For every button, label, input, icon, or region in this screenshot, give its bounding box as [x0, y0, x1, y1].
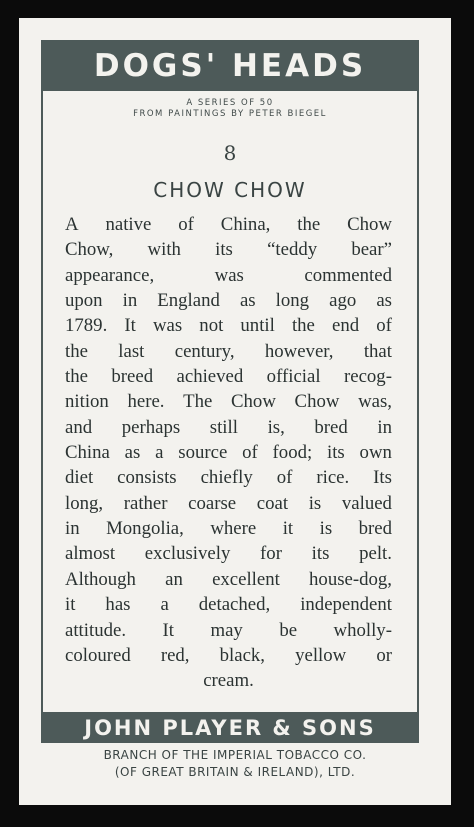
word: may	[210, 619, 243, 641]
word: valued	[341, 492, 392, 514]
word: was	[214, 264, 244, 286]
word: upon	[65, 290, 103, 312]
description-line	[65, 364, 392, 389]
word: food;	[272, 442, 313, 464]
word: has	[105, 594, 131, 616]
word: it	[282, 518, 294, 540]
description-line	[65, 389, 392, 414]
footer-banner	[41, 712, 419, 743]
word: for	[260, 543, 282, 565]
word: not	[199, 315, 224, 337]
word: that	[363, 340, 392, 362]
word: of	[242, 442, 258, 464]
word: its	[311, 543, 330, 565]
word: as	[124, 442, 141, 464]
description-line	[65, 415, 392, 440]
word: bred	[314, 416, 348, 438]
word: house-dog,	[309, 568, 392, 590]
word: breed	[111, 366, 154, 388]
word: in	[65, 518, 80, 540]
series-title: DOGS' HEADS	[93, 47, 367, 84]
branch-line-2: (OF GREAT BRITAIN & IRELAND), LTD.	[114, 765, 356, 779]
word: excellent	[212, 568, 280, 590]
word: pelt.	[359, 543, 392, 565]
word: Chow	[231, 391, 276, 413]
word: in	[377, 416, 392, 438]
word: It	[124, 315, 136, 337]
word: be	[279, 619, 298, 641]
description-line	[65, 541, 392, 566]
word: rice.	[316, 467, 350, 489]
word: until	[240, 315, 275, 337]
word: attitude.	[65, 619, 127, 641]
word: ago	[329, 290, 357, 312]
description-line	[65, 567, 392, 592]
word: source	[178, 442, 228, 464]
word: was	[152, 315, 183, 337]
word: native	[105, 214, 152, 235]
word: A	[65, 214, 79, 235]
word: recog-	[343, 366, 392, 388]
description-line	[65, 339, 392, 364]
word: bred	[358, 518, 392, 540]
word: It	[162, 619, 174, 641]
word: Chow	[347, 214, 392, 235]
word: coarse	[188, 492, 237, 514]
word: with	[147, 239, 181, 261]
word: still	[209, 416, 238, 438]
word: China,	[220, 214, 271, 235]
word: Chow	[294, 391, 340, 413]
branch-line-1: BRANCH OF THE IMPERIAL TOBACCO CO.	[103, 748, 367, 762]
word: China	[65, 442, 110, 464]
word: black,	[219, 644, 265, 666]
description-line	[65, 263, 392, 288]
word: consists	[117, 467, 177, 489]
card-number: 8	[223, 141, 237, 165]
word: is	[308, 492, 322, 514]
word: 1789.	[65, 315, 108, 337]
description-line	[65, 668, 392, 693]
word: it	[65, 594, 76, 616]
word: is	[319, 518, 333, 540]
cigarette-card	[19, 18, 451, 805]
word: however,	[264, 340, 334, 362]
maker-name: JOHN PLAYER & SONS	[84, 715, 376, 740]
word: England	[157, 290, 220, 312]
description-line	[65, 618, 392, 643]
word: appearance,	[65, 264, 155, 286]
word: as	[239, 290, 256, 312]
word: diet	[65, 467, 94, 489]
word: official	[266, 366, 321, 388]
word: of	[178, 214, 194, 235]
word: the	[65, 366, 88, 388]
word: as	[376, 290, 392, 312]
word: The	[183, 391, 213, 413]
word: its	[215, 239, 233, 261]
word: or	[376, 644, 392, 666]
word: is,	[267, 416, 285, 438]
word: end	[332, 315, 360, 337]
series-count: A SERIES OF 50	[186, 98, 274, 108]
word: achieved	[176, 366, 244, 388]
word: coloured	[65, 644, 131, 666]
word: the	[291, 315, 315, 337]
word: a	[155, 442, 164, 464]
description-line	[65, 491, 392, 516]
word: last	[118, 340, 145, 362]
word: in	[122, 290, 138, 312]
word: commented	[304, 264, 392, 286]
word: Chow,	[65, 239, 114, 261]
word: the	[65, 340, 88, 362]
word: of	[276, 467, 293, 489]
description-line	[65, 643, 392, 668]
breed-name: CHOW CHOW	[153, 178, 307, 202]
word: and	[65, 416, 93, 438]
word: was,	[358, 391, 392, 413]
word: detached,	[198, 594, 271, 616]
word: Mongolia,	[106, 518, 184, 540]
word: cream.	[203, 670, 254, 692]
description-line	[65, 237, 392, 262]
description-line	[65, 313, 392, 338]
word: long,	[65, 492, 104, 514]
header-banner	[41, 40, 419, 91]
description-line	[65, 592, 392, 617]
word: an	[165, 568, 183, 590]
word: wholly-	[333, 619, 392, 641]
word: perhaps	[121, 416, 181, 438]
description-text	[65, 212, 392, 694]
word: the	[297, 214, 321, 235]
description-line	[65, 516, 392, 541]
word: of	[376, 315, 392, 337]
word: yellow	[295, 644, 347, 666]
word: bear”	[351, 239, 392, 261]
word: coat	[256, 492, 289, 514]
word: Its	[373, 467, 392, 489]
description-line	[65, 465, 392, 490]
description-line	[65, 288, 392, 313]
series-credit: FROM PAINTINGS BY PETER BIEGEL	[133, 109, 327, 119]
word: here.	[127, 391, 165, 413]
word: own	[359, 442, 392, 464]
word: independent	[300, 594, 392, 616]
word: where	[210, 518, 257, 540]
description-line	[65, 212, 392, 237]
word: “teddy	[267, 239, 318, 261]
word: almost	[65, 543, 116, 565]
word: nition	[65, 391, 109, 413]
word: chiefly	[200, 467, 253, 489]
description-line	[65, 440, 392, 465]
word: long	[275, 290, 310, 312]
word: a	[160, 594, 169, 616]
word: exclusively	[144, 543, 231, 565]
word: its	[327, 442, 345, 464]
word: red,	[160, 644, 190, 666]
word: Although	[65, 568, 136, 590]
word: rather	[123, 492, 168, 514]
word: century,	[174, 340, 235, 362]
